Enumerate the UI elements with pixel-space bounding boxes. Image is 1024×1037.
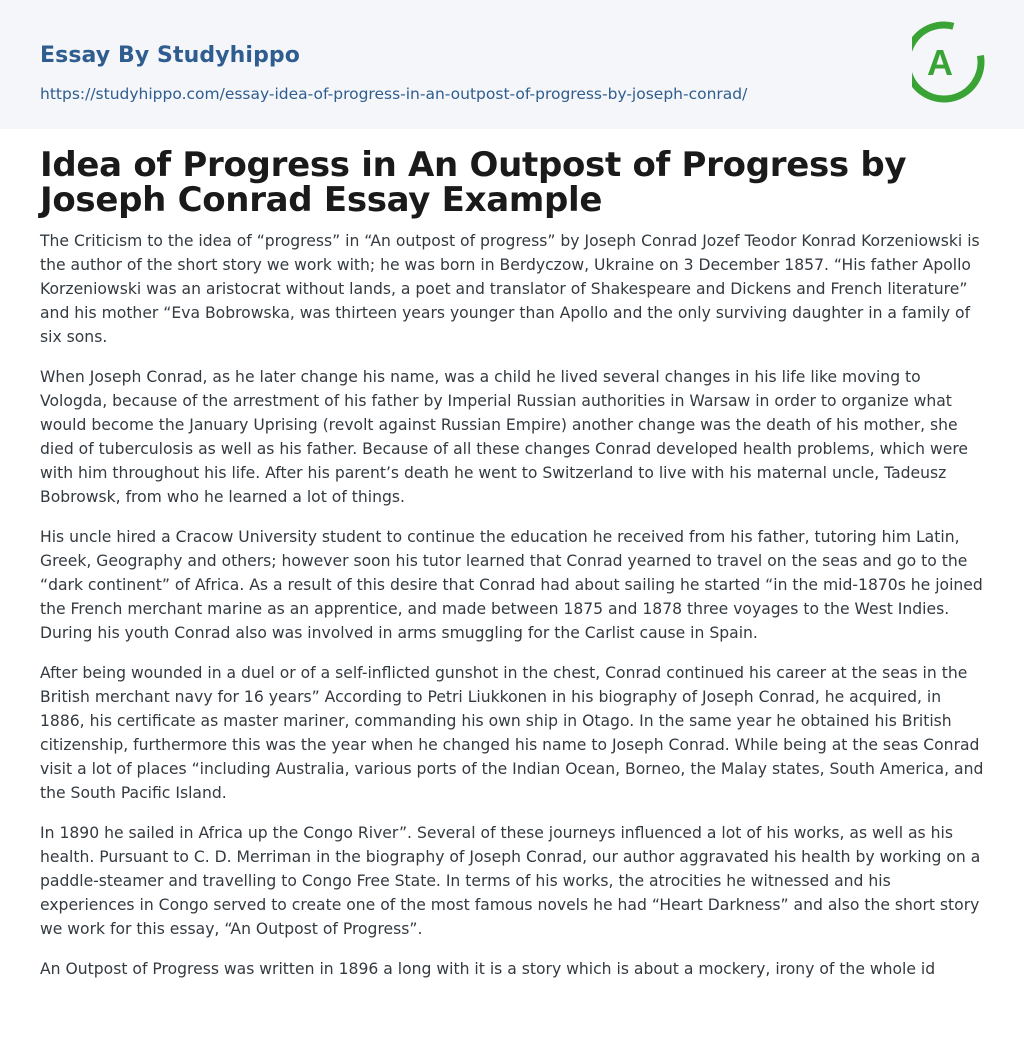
paragraph: The Criticism to the idea of “progress” in “An outpost of progress” by Joseph Conrad Jozef Teodor Konrad Korzeniowski is the author of the short story we work with; he was born in Berdyczow, Ukraine on 3 December 1857. “His father Apollo Korzeniowski was an aristocrat without lands, a poet and translator of Shakespeare and Dickens and French literature” and his mother “Eva Bobrowska, was thirteen years younger than Apollo and the only surviving daughter in a family of six sons. — [40, 232, 980, 346]
studyhippo-logo-icon[interactable] — [912, 19, 986, 105]
paragraph: When Joseph Conrad, as he later change his name, was a child he lived several changes in his life like moving to Vologda, because of the arrestment of his father by Imperial Russian authorities in Warsaw in order to organize what would become the January Uprising (revolt against Russian Empire) another change was the death of his mother, she died of tuberculosis as well as his father. Because of all these changes Conrad developed health problems, which were with him throughout his life. After his parent’s death he went to Switzerland to live with his maternal uncle, Tadeusz Bobrowsk, from who he learned a lot of things. — [40, 368, 968, 506]
source-url-link[interactable]: https://studyhippo.com/essay-idea-of-progress-in-an-outpost-of-progress-by-joseph-conrad/ — [40, 85, 748, 103]
paragraph: In 1890 he sailed in Africa up the Congo River”. Several of these journeys influenced a lot of his works, as well as his health. Pursuant to C. D. Merriman in the biography of Joseph Conrad, our author aggravated his health by working on a paddle-steamer and travelling to Congo Free State. In terms of his works, the atrocities he witnessed and his experiences in Congo served to create one of the most famous novels he had “Heart Darkness” and also the short story we work for this essay, “An Outpost of Progress”. — [40, 824, 981, 938]
paragraph: After being wounded in a duel or of a self-inflicted gunshot in the chest, Conrad continued his career at the seas in the British merchant navy for 16 years” According to Petri Liukkonen in his biography of Joseph Conrad, he acquired, in 1886, his certificate as master mariner, commanding his own ship in Otago. In the same year he obtained his British citizenship, furthermore this was the year when he changed his name to Joseph Conrad. While being at the seas Conrad visit a lot of places “including Australia, various ports of the Indian Ocean, Borneo, the Malay states, South America, and the South Pacific Island. — [40, 664, 984, 802]
article-body — [40, 229, 985, 997]
paragraph: His uncle hired a Cracow University student to continue the education he received from his father, tutoring him Latin, Greek, Geography and others; however soon his tutor learned that Conrad yearned to travel on the seas and go to the “dark continent” of Africa. As a result of this desire that Conrad had about sailing he started “in the mid-1870s he joined the French merchant marine as an apprentice, and made between 1875 and 1878 three voyages to the West Indies. During his youth Conrad also was involved in arms smuggling for the Carlist cause in Spain. — [40, 528, 983, 642]
site-brand[interactable]: Essay By Studyhippo — [40, 43, 300, 68]
logo-letter: A — [927, 42, 953, 83]
site-header — [0, 0, 1024, 129]
article-title: Idea of Progress in An Outpost of Progress by Joseph Conrad Essay Example — [40, 145, 907, 220]
paragraph-truncated: An Outpost of Progress was written in 1896 a long with it is a story which is about a mockery, irony of the whole id — [40, 960, 936, 978]
